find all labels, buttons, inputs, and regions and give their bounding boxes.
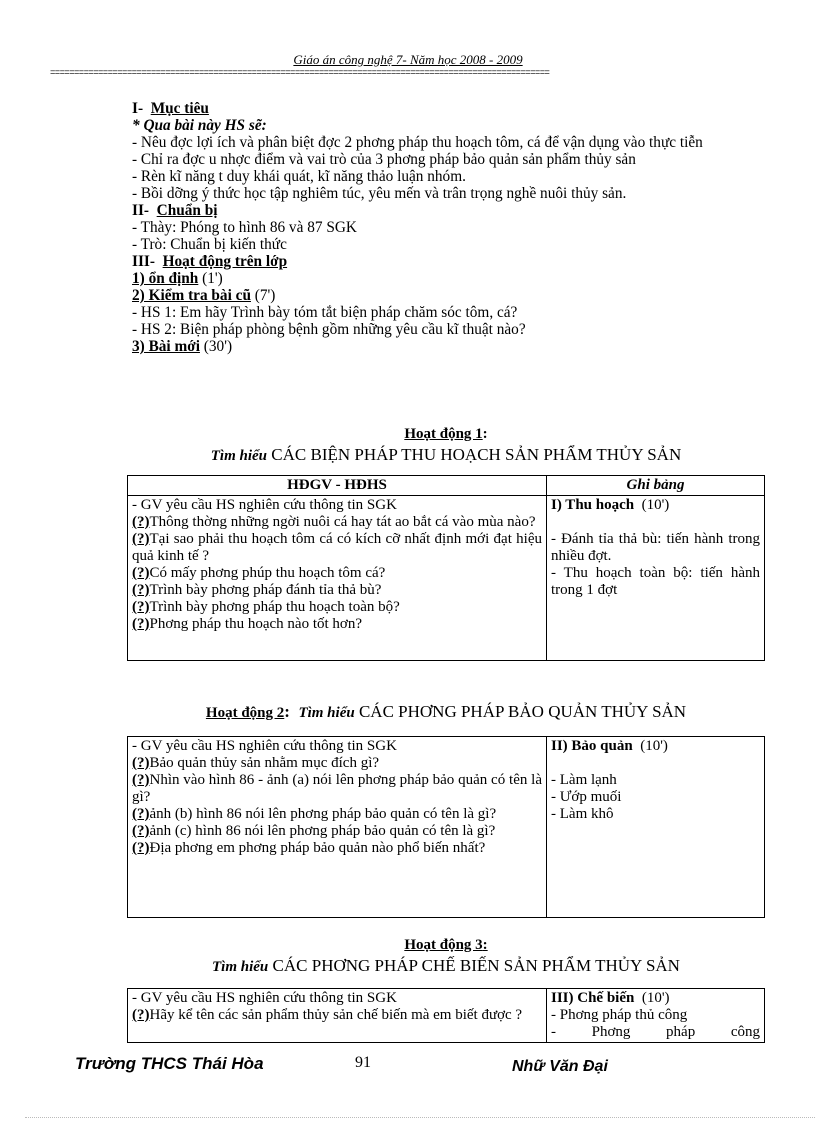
step3: 3) Bài mới (30') xyxy=(132,338,233,355)
activity1-title: Hoạt động 1: xyxy=(404,426,488,442)
lesson-content xyxy=(132,100,764,355)
note-item: - Làm khô xyxy=(551,806,614,822)
question: (?)Trình bày phơng pháp thu hoạch toàn bộ? xyxy=(132,599,400,615)
activity3-subtitle: Tìm hiểu CÁC PHƠNG PHÁP CHẾ BIẾN SẢN PHẨM THỦY SẢN xyxy=(212,956,680,975)
question: (?)Bảo quản thủy sản nhằm mục đích gì? xyxy=(132,755,380,771)
activity2-right-cell: II) Bảo quản (10') - Làm lạnh - Ướp muối - Làm khô xyxy=(547,737,765,918)
objective-item: - Bồi dỡng ý thức học tập nghiêm túc, yêu mến và trân trọng nghề nuôi thủy sản. xyxy=(132,185,627,202)
activity1-left-cell: - GV yêu cầu HS nghiên cứu thông tin SGK (?)Thông thờng những ngời nuôi cá hay tát ao bắt cá vào mùa nào? (?)Tại sao phải thu hoạch tôm cá có kích cỡ nhất định mới đạt hiệu quả kinh tế ? (?)Có mấy phơng phúp thu hoạch tôm cá? (?)Trình bày phơng pháp đánh tỉa thả bù? (?)Trình bày phơng pháp thu hoạch toàn bộ? (?)Phơng pháp thu hoạch nào tốt hơn? xyxy=(128,496,547,661)
activity3-table xyxy=(127,988,765,1043)
question: (?)Có mấy phơng phúp thu hoạch tôm cá? xyxy=(132,565,386,581)
question: (?)Địa phơng em phơng pháp bảo quản nào phổ biến nhất? xyxy=(132,840,486,856)
question: (?)Tại sao phải thu hoạch tôm cá có kích cỡ nhất định mới đạt hiệu quả kinh tế ? xyxy=(132,531,542,564)
activity2 xyxy=(127,702,765,918)
activity2-table xyxy=(127,736,765,918)
activity3-title: Hoạt động 3: xyxy=(404,937,488,953)
section1-intro: * Qua bài này HS sẽ: xyxy=(132,117,267,134)
note-item: - Thu hoạch toàn bộ: tiến hành trong 1 đợt xyxy=(551,565,760,598)
note-item: - Phơng pháp thủ công xyxy=(551,1007,688,1023)
objective-item: - Nêu đợc lợi ích và phân biệt đợc 2 phơng pháp thu hoạch tôm, cá để vận dụng vào thực tiễn xyxy=(132,134,703,151)
section1-heading xyxy=(132,100,764,117)
activity3-left-cell: - GV yêu cầu HS nghiên cứu thông tin SGK (?)Hãy kể tên các sản phẩm thủy sản chế biến mà em biết được ? xyxy=(128,989,547,1043)
activity3 xyxy=(127,937,765,1043)
col-left-header: HĐGV - HĐHS xyxy=(128,476,547,496)
activity1 xyxy=(127,426,765,661)
section2-heading xyxy=(132,202,764,219)
hs-question: - HS 1: Em hãy Trình bày tóm tắt biện pháp chăm sóc tôm, cá? xyxy=(132,304,518,321)
question: (?)Trình bày phơng pháp đánh tỉa thả bù? xyxy=(132,582,382,598)
section2-title: Chuẩn bị xyxy=(156,202,218,219)
activity2-title: Hoạt động 2: Tìm hiểu CÁC PHƠNG PHÁP BẢO QUẢN THỦY SẢN xyxy=(205,702,687,721)
question: (?)Nhìn vào hình 86 - ảnh (a) nói lên phơng pháp bảo quản có tên là gì? xyxy=(132,772,542,805)
hs-question: - HS 2: Biện pháp phòng bệnh gồm những yêu cầu kĩ thuật nào? xyxy=(132,321,526,338)
section3-title: Hoạt động trên lớp xyxy=(162,253,288,270)
question: (?)Hãy kể tên các sản phẩm thủy sản chế biến mà em biết được ? xyxy=(132,1007,523,1023)
question: (?)ảnh (c) hình 86 nói lên phơng pháp bảo quản có tên là gì? xyxy=(132,823,496,839)
prep-item: - Thày: Phóng to hình 86 và 87 SGK xyxy=(132,219,357,236)
bottom-divider xyxy=(25,1117,815,1118)
objective-item: - Chỉ ra đợc u nhợc điểm và vai trò của 3 phơng pháp bảo quản sản phẩm thủy sản xyxy=(132,151,636,168)
page-number: 91 xyxy=(355,1054,371,1071)
note-item: - Làm lạnh xyxy=(551,772,617,788)
footer-author: Nhữ Văn Đại xyxy=(512,1058,608,1075)
activity1-table xyxy=(127,475,765,661)
activity2-left-cell: - GV yêu cầu HS nghiên cứu thông tin SGK (?)Bảo quản thủy sản nhằm mục đích gì? (?)Nhìn vào hình 86 - ảnh (a) nói lên phơng pháp bảo quản có tên là gì? (?)ảnh (b) hình 86 nói lên phơng pháp bảo quản có tên là gì? (?)ảnh (c) hình 86 nói lên phơng pháp bảo quản có tên là gì? (?)Địa phơng em phơng pháp bảo quản nào phổ biến nhất? xyxy=(128,737,547,918)
step2: 2) Kiểm tra bài cũ (7') xyxy=(132,287,276,304)
col-right-header: Ghi bảng xyxy=(547,476,765,496)
note-item: - Đánh tỉa thả bù: tiến hành trong nhiều đợt. xyxy=(551,531,760,564)
activity1-subtitle: Tìm hiểu CÁC BIỆN PHÁP THU HOẠCH SẢN PHẨM THỦY SẢN xyxy=(210,445,682,464)
header-rule: ======================================================================================================== xyxy=(50,68,550,78)
note-item: - Ướp muối xyxy=(551,789,622,805)
activity1-right-cell: I) Thu hoạch (10') - Đánh tỉa thả bù: tiến hành trong nhiều đợt. - Thu hoạch toàn bộ: tiến hành trong 1 đợt xyxy=(547,496,765,661)
prep-item: - Trò: Chuẩn bị kiến thức xyxy=(132,236,287,253)
section1-num: I- xyxy=(132,100,144,117)
objective-item: - Rèn kĩ năng t duy khái quát, kĩ năng thảo luận nhóm. xyxy=(132,168,466,185)
footer-school: Trường THCS Thái Hòa xyxy=(75,1054,264,1073)
question: (?)Thông thờng những ngời nuôi cá hay tát ao bắt cá vào mùa nào? xyxy=(132,514,536,530)
question: (?)Phơng pháp thu hoạch nào tốt hơn? xyxy=(132,616,362,632)
section1-title: Mục tiêu xyxy=(150,100,209,117)
activity3-right-cell: III) Chế biến (10') - Phơng pháp thủ công - Phơng pháp công xyxy=(547,989,765,1043)
section3-num: III- xyxy=(132,253,155,270)
step1: 1) ổn định (1') xyxy=(132,270,223,287)
note-item: - Phơng pháp công xyxy=(551,1024,760,1040)
section2-num: II- xyxy=(132,202,149,219)
section3-heading xyxy=(132,253,764,270)
page-header: Giáo án công nghệ 7- Năm học 2008 - 2009 xyxy=(293,52,523,67)
question: (?)ảnh (b) hình 86 nói lên phơng pháp bảo quản có tên là gì? xyxy=(132,806,497,822)
